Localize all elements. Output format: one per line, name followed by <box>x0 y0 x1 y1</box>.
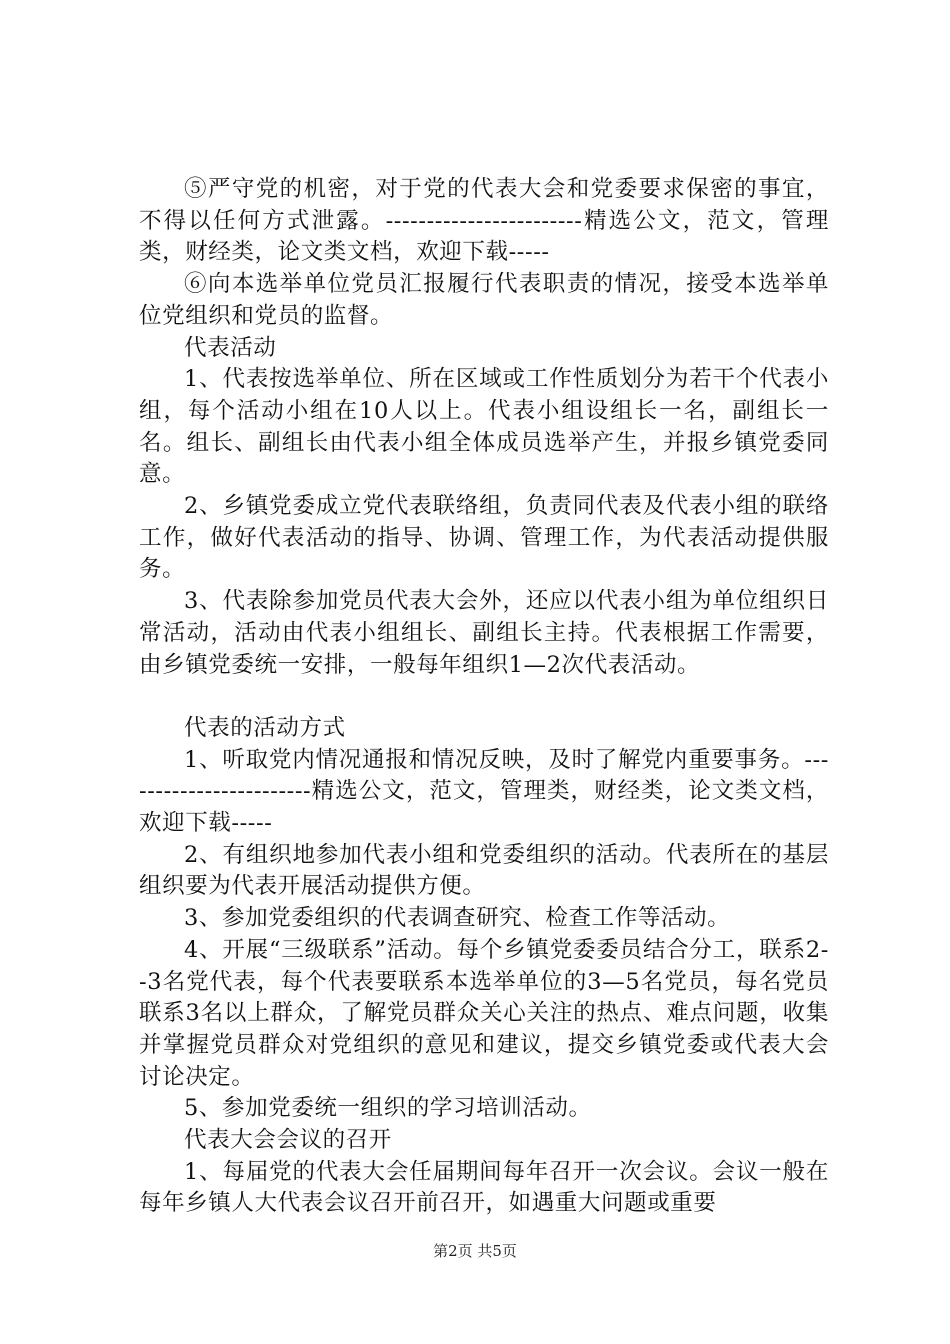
paragraph-method-1: 1、听取党内情况通报和情况反映，及时了解党内重要事务。------------------------精选公文，范文，管理类，财经类，论文类文档，欢迎下载----- <box>139 746 829 837</box>
section-heading-activity-methods: 代表的活动方式 <box>184 714 346 741</box>
paragraph-report-duties: ⑥向本选举单位党员汇报履行代表职责的情况，接受本选举单位党组织和党员的监督。 <box>139 271 829 329</box>
paragraph-method-4: 4、开展“三级联系”活动。每个乡镇党委委员结合分工，联系2--3名党代表，每个代表要联系本选举单位的3—5名党员，每名党员联系3名以上群众，了解党员群众关心关注的热点、难点问题，收集并掌握党员群众对党组织的意见和建议，提交乡镇党委或代表大会讨论决定。 <box>139 936 829 1090</box>
document-body <box>139 174 829 1220</box>
paragraph-gap <box>139 681 829 713</box>
paragraph-method-3: 3、参加党委组织的代表调查研究、检查工作等活动。 <box>184 905 731 932</box>
paragraph-activity-1: 1、代表按选举单位、所在区域或工作性质划分为若干个代表小组，每个活动小组在10人以上。代表小组设组长一名，副组长一名。组长、副组长由代表小组全体成员选举产生，并报乡镇党委同意。 <box>139 366 829 488</box>
paragraph-meeting-1: 1、每届党的代表大会任届期间每年召开一次会议。会议一般在每年乡镇人大代表会议召开前召开，如遇重大问题或重要 <box>139 1158 829 1217</box>
page-number-footer: 第2页 共5页 <box>433 1242 517 1260</box>
paragraph-method-2: 2、有组织地参加代表小组和党委组织的活动。代表所在的基层组织要为代表开展活动提供方便。 <box>139 841 829 900</box>
paragraph-method-5: 5、参加党委统一组织的学习培训活动。 <box>184 1095 592 1122</box>
paragraph-activity-3: 3、代表除参加党员代表大会外，还应以代表小组为单位组织日常活动，活动由代表小组组长、副组长主持。代表根据工作需要，由乡镇党委统一安排，一般每年组织1—2次代表活动。 <box>139 588 829 678</box>
paragraph-confidentiality: ⑤严守党的机密，对于党的代表大会和党委要求保密的事宜，不得以任何方式泄露。------------------------精选公文，范文，管理类，财经类，论文类文档，欢迎下载----- <box>139 176 829 266</box>
section-heading-activities: 代表活动 <box>184 334 277 361</box>
section-heading-congress-meeting: 代表大会会议的召开 <box>184 1127 392 1154</box>
paragraph-activity-2: 2、乡镇党委成立党代表联络组，负责同代表及代表小组的联络工作，做好代表活动的指导、协调、管理工作，为代表活动提供服务。 <box>139 493 829 583</box>
